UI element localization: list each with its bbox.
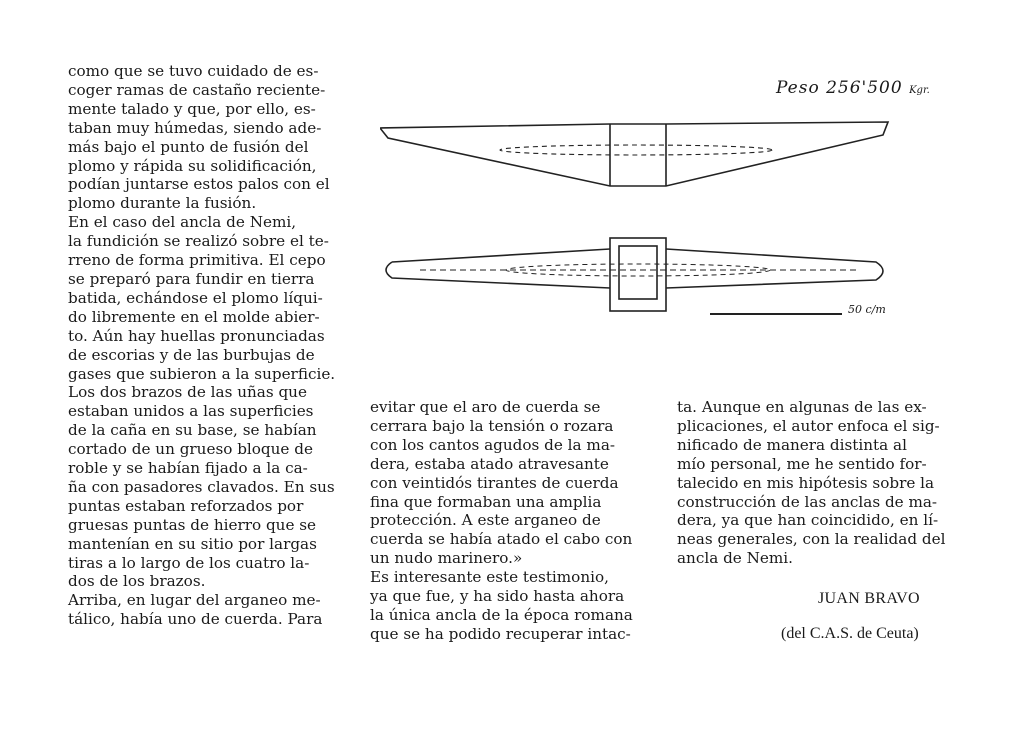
text-line: de la caña en su base, se habían [68, 421, 317, 440]
text-line: taban muy húmedas, siendo ade- [68, 118, 322, 137]
text-line: con los cantos agudos de la ma- [370, 435, 616, 454]
text-line: evitar que el aro de cuerda se [370, 398, 601, 416]
text-line: con veintidós tirantes de cuerda [370, 473, 619, 492]
text-line: de escorias y de las burbujas de [68, 345, 315, 364]
text-line: plomo durante la fusión. [68, 194, 257, 213]
text-line: ancla de Nemi. [677, 549, 793, 568]
text-line: que se ha podido recuperar intac- [370, 624, 631, 643]
text-line: gruesas puntas de hierro que se [68, 515, 317, 534]
text-line: Es interesante este testimonio, [370, 568, 609, 587]
text-line: talecido en mis hipótesis sobre la [677, 473, 935, 492]
text-line: nificado de manera distinta al [677, 435, 907, 454]
text-line: dera, estaba atado atravesante [370, 454, 609, 473]
text-line: cerrara bajo la tensión o rozara [370, 416, 614, 435]
text-column-middle [370, 398, 633, 644]
text-line: coger ramas de castaño reciente- [68, 80, 326, 99]
text-line: to. Aún hay huellas pronunciadas [68, 326, 325, 345]
text-line: rreno de forma primitiva. El cepo [68, 251, 326, 270]
text-line: podían juntarse estos palos con el [68, 175, 330, 194]
text-line: mío personal, me he sentido for- [677, 454, 927, 473]
text-line: la única ancla de la época romana [370, 605, 633, 624]
text-line: estaban unidos a las superficies [68, 402, 314, 421]
text-line: un nudo marinero.» [370, 549, 523, 568]
text-line: ta. Aunque en algunas de las ex- [677, 398, 927, 416]
author-affiliation: (del C.A.S. de Ceuta) [781, 625, 919, 642]
text-line: tálico, había uno de cuerda. Para [68, 610, 323, 629]
text-line: ña con pasadores clavados. En sus [68, 477, 335, 496]
text-line: gases que subieron a la superficie. [68, 364, 336, 383]
text-line: cortado de un grueso bloque de [68, 440, 313, 459]
text-line: En el caso del ancla de Nemi, [68, 213, 297, 232]
text-line: cuerda se había atado el cabo con [370, 530, 633, 549]
text-line: fina que formaban una amplia [370, 492, 602, 511]
text-line: mantenían en su sitio por largas [68, 534, 317, 553]
text-line: la fundición se realizó sobre el te- [68, 232, 329, 251]
anchor-top-view [380, 122, 888, 186]
text-line: tiras a lo largo de los cuatro la- [68, 553, 310, 572]
text-line: Los dos brazos de las uñas que [68, 383, 307, 402]
text-column-left [68, 62, 335, 629]
text-line: más bajo el punto de fusión del [68, 137, 309, 156]
text-line: ya que fue, y ha sido hasta ahora [370, 587, 625, 606]
anchor-stock-drawing [380, 118, 900, 323]
scale-label: 50 c/m [848, 303, 886, 316]
text-line: roble y se habían fijado a la ca- [68, 459, 308, 478]
text-line: do libremente en el molde abier- [68, 307, 320, 326]
text-line: se preparó para fundir en tierra [68, 269, 315, 288]
text-line: puntas estaban reforzados por [68, 496, 304, 515]
text-line: dera, ya que han coincidido, en lí- [677, 511, 939, 530]
author-name: JUAN BRAVO [818, 590, 920, 607]
text-line: neas generales, con la realidad del [677, 530, 946, 549]
text-line: protección. A este arganeo de [370, 511, 601, 530]
text-line: plomo y rápida su solidificación, [68, 156, 317, 175]
text-line: Arriba, en lugar del arganeo me- [68, 591, 321, 610]
text-line: como que se tuvo cuidado de es- [68, 62, 319, 80]
text-line: batida, echándose el plomo líqui- [68, 288, 323, 307]
weight-annotation [776, 78, 930, 98]
text-column-right [677, 398, 945, 568]
weight-unit: Kgr. [909, 85, 930, 96]
anchor-side-view [386, 238, 883, 311]
text-line: mente talado y que, por ello, es- [68, 99, 316, 118]
text-line: dos de los brazos. [68, 572, 206, 591]
weight-label: Peso 256'500 [776, 78, 903, 98]
text-line: plicaciones, el autor enfoca el sig- [677, 416, 940, 435]
text-line: construcción de las anclas de ma- [677, 492, 938, 511]
